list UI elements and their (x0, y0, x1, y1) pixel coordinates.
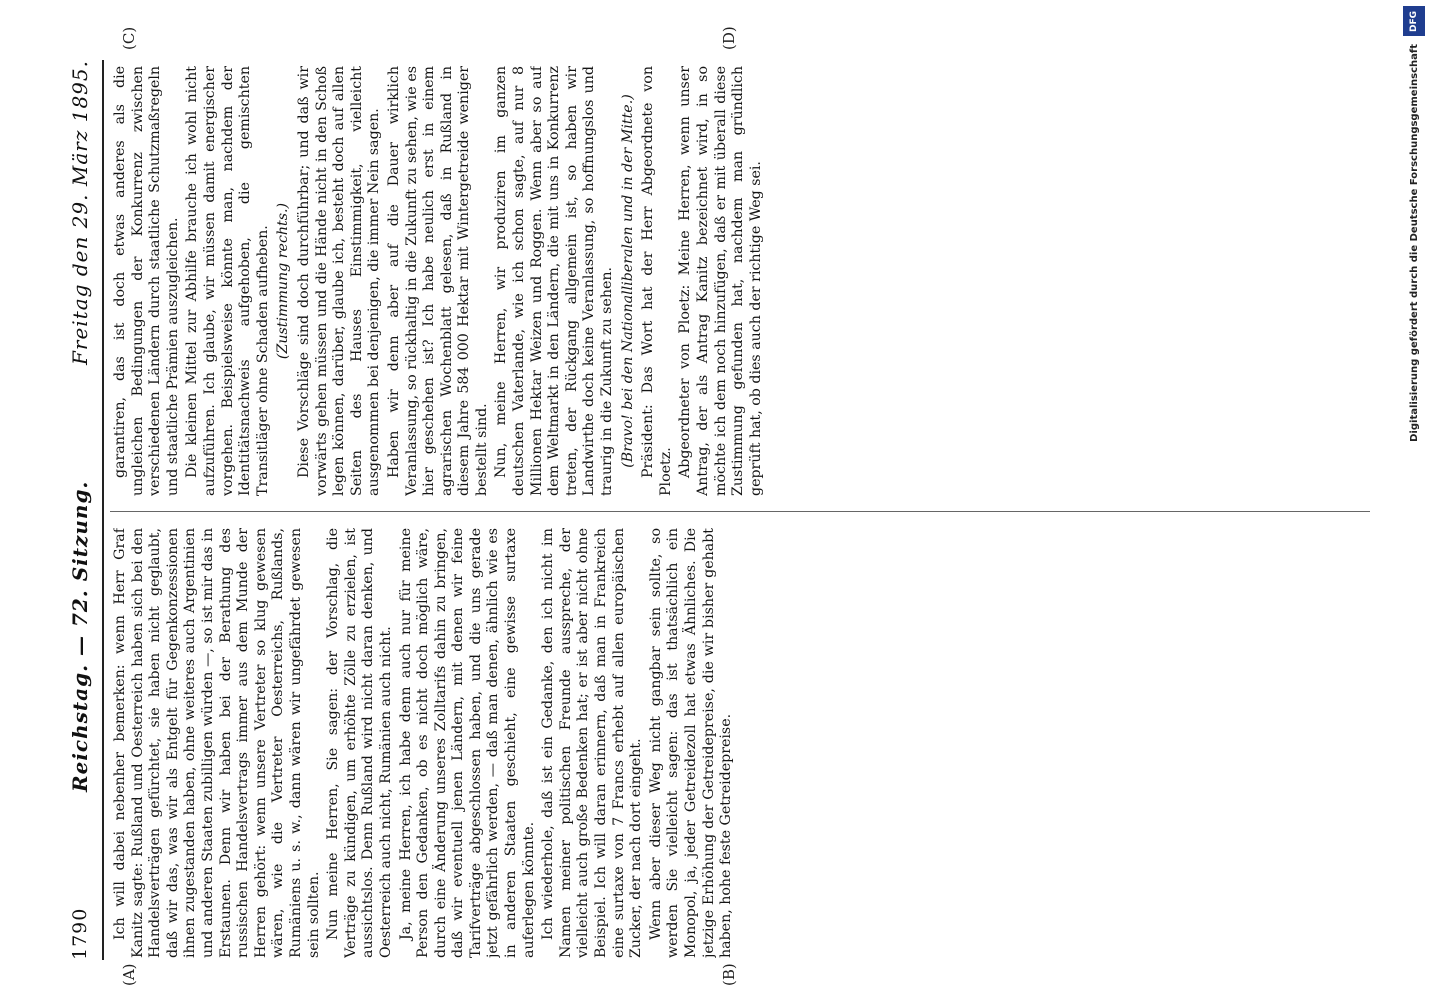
paragraph: Ich will dabei nebenher bemerken: wenn Herr Graf Kanitz sagte: Rußland und Oesterreich haben sich bei den Handelsverträgen gefürchtet, sie haben nicht geglaubt, daß wir das, was wir als Entgelt für Gegenkonzessionen ihnen zugestanden haben, ohne weiteres auch Argentinien und anderen Staaten zubilligen würden —, so ist mir das in Erstaunen. Denn wir haben bei der Berathung des russischen Handelsvertrags immer aus dem Munde der Herren gehört: wenn unsere Vertreter so klug gewesen wären, wie die Vertreter Oesterreichs, Rußlands, Rumäniens u. s. w., dann wären wir ungefährdet gewesen sein sollten. (112, 528, 322, 958)
paragraph: garantiren, das ist doch etwas anderes als die ungleichen Bedingungen der Konkurrenz zwischen verschiedenen Ländern durch staatliche Schutzmaßregeln und staatliche Prämien auszugleichen. (112, 66, 181, 496)
margin-mark-b: (B) (720, 963, 738, 986)
dfg-logo: DFG (1403, 6, 1425, 36)
paragraph: Nun meine Herren, Sie sagen: der Vorschlag, die Verträge zu kündigen, um erhöhte Zölle zu erzielen, ist aussichtslos. Denn Rußland wird nicht daran denken, und Oesterreich auch nicht, Rumänien auch nicht. (325, 528, 394, 958)
paragraph: Ich wiederhole, daß ist ein Gedanke, den ich nicht im Namen meiner politischen Freunde ausspreche, der vielleicht auch große Bedenken hat; er ist aber nicht ohne Beispiel. Ich will daran erinnern, daß man in Frankreich eine surtaxe von 7 Francs erhebt auf allen europäischen Zucker, der nach dort eingeht. (540, 528, 645, 958)
page-header (60, 60, 100, 960)
right-text-column (112, 66, 1362, 496)
header-rule (102, 60, 104, 960)
interjection: (Bravo! bei den Nationalliberalen und in der Mitte.) (619, 94, 636, 468)
interjection: (Zustimmung rechts.) (275, 202, 292, 360)
margin-mark-c: (C) (120, 26, 138, 50)
margin-mark-d: (D) (720, 26, 738, 50)
margin-mark-a: (A) (120, 963, 138, 986)
paragraph: Haben wir denn aber auf die Dauer wirklich Veranlassung, so rückhaltig in die Zukunft zu sehen, wie es hier geschehen ist? Ich habe neulich erst in einem agrarischen Wochenblatt gelesen, daß in Rußland in diesem Jahre 584 000 Hektar mit Wintergetreide weniger bestellt sind. (385, 66, 490, 496)
paragraph: Wenn aber dieser Weg nicht gangbar sein sollte, so werden Sie vielleicht sagen: das ist thatsächlich ein Monopol, ja, jeder Getreidezoll hat etwas Ähnliches. Die jetzige Erhöhung der Getreidepreise, die wir bisher gehabt haben, hohe feste Getreidepreise. (647, 528, 735, 958)
session-title: Reichstag. — 72. Sitzung. (68, 480, 92, 793)
paragraph: Die kleinen Mittel zur Abhilfe brauche ich wohl nicht aufzuführen. Ich glaube, wir müssen damit energischer vorgehen. Beispielsweise könnte man, nachdem der Identitätsnachweis aufgehoben, die gemischten Transitläger ohne Schaden aufheben. (184, 66, 271, 496)
page-number: 1790 (69, 907, 91, 960)
speaker-paragraph: Abgeordneter von Ploetz: Meine Herren, wenn unser Antrag, der als Antrag Kanitz bezeichnet wird, in so möchte ich dem noch hinzufügen, daß er mit überall diese Zustimmung gefunden hat, nachdem man gründlich geprüft hat, ob dies auch der richtige Weg sei. (677, 66, 764, 496)
paragraph: Ja, meine Herren, ich habe denn auch nur für meine Person den Gedanken, ob es nicht doch möglich wäre, durch eine Änderung unseres Zolltarifs dahin zu bringen, daß wir eventuell jenen Ländern, mit denen wir feine Tarifverträge abgeschlossen haben, und die uns gerade jetzt gefährlich werden, — daß man denen, ähnlich wie es in anderen Staaten geschieht, eine gewisse surtaxe auferlegen könnte. (397, 528, 537, 958)
paragraph: Nun, meine Herren, wir produziren im ganzen deutschen Vaterlande, wie ich schon sagte, auf nur 8 Millionen Hektar Weizen und Roggen. Wenn aber so auf dem Weltmarkt in den Ländern, die mit uns in Konkurrenz treten, der Rückgang allgemein ist, so haben wir Landwirthe doch keine Veranlassung, so hoffnungslos und traurig in die Zukunft zu sehen. (493, 66, 616, 496)
dfg-sidebar (1400, 0, 1428, 1000)
digitization-credit: Digitalisierung gefördert durch die Deutsche Forschungsgemeinschaft (1408, 44, 1420, 442)
session-date: Freitag den 29. März 1895. (68, 60, 92, 365)
paragraph: Diese Vorschläge sind doch durchführbar; und daß wir vorwärts gehen müssen und die Hände nicht in den Schoß legen können, darüber, glaube ich, besteht doch auf allen Seiten des Hauses Einstimmigkeit, vielleicht ausgenommen bei denjenigen, die immer Nein sagen. (295, 66, 383, 496)
left-text-column (112, 528, 1362, 958)
speaker-paragraph: Präsident: Das Wort hat der Herr Abgeordnete von Ploetz. (640, 66, 674, 496)
column-divider (110, 511, 1370, 512)
